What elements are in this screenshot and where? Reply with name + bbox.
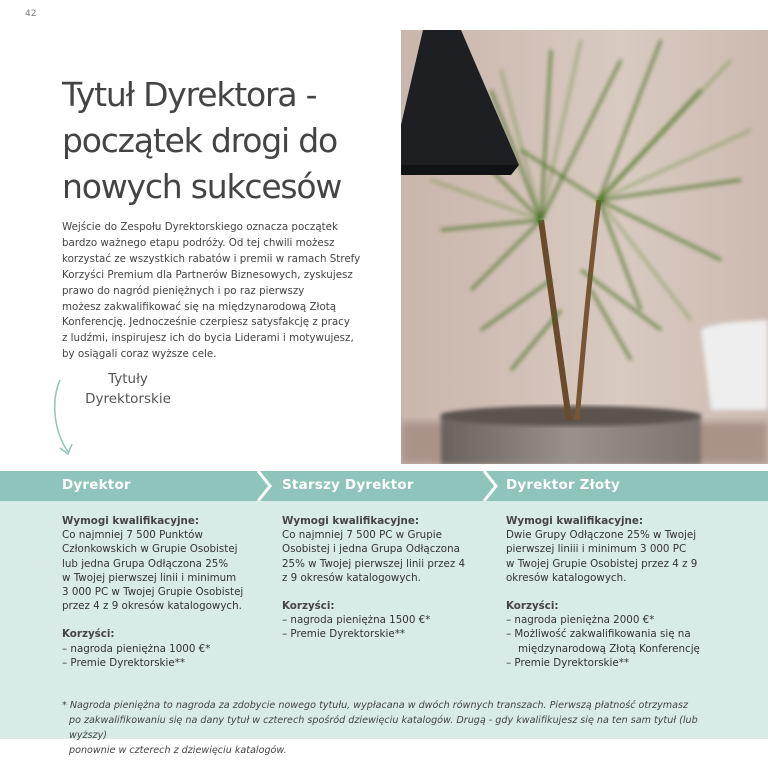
benefits-title: Korzyści: (506, 600, 559, 613)
requirements-title: Wymogi kwalifikacyjne: (506, 515, 643, 527)
intro-line: z ludźmi, inspirujesz ich do bycia Liderami i motywujesz, (62, 332, 354, 345)
benefits-list (62, 642, 277, 670)
requirement-line: lub jedna Grupa Odłączona 25% (62, 557, 229, 570)
footnote-line: po zakwalifikowaniu się na dany tytuł w czterech spośród dziewięciu katalogów. Drugą - gdy kwalifikujesz się na ten sam tytuł (lub wyższy) (69, 715, 698, 741)
requirement-line: 3 000 PC w Twojej Grupie Osobistej (62, 586, 244, 599)
photo-illustration (401, 30, 768, 464)
benefit-item: – Premie Dyrektorskie** (62, 656, 186, 669)
benefit-item: – nagroda pieniężna 1000 €* (62, 642, 211, 655)
title-line: nowych sukcesów (62, 167, 342, 206)
intro-line: korzystać ze wszystkich rabatów i premii w ramach Strefy (62, 252, 361, 265)
footnote-line: * Nagroda pieniężna to nagroda za zdobycie nowego tytułu, wypłacana w dwóch równych transzach. Pierwszą płatność otrzymasz (62, 700, 689, 711)
requirements-title: Wymogi kwalifikacyjne: (62, 515, 199, 527)
title-line: początek drogi do (62, 121, 337, 160)
benefit-item: – nagroda pieniężna 2000 €* (506, 614, 655, 627)
requirement-line: z 9 okresów katalogowych. (282, 571, 421, 584)
titles-label-line: Tytuły (108, 371, 148, 387)
benefit-item: – Możliwość zakwalifikowania się na międzynarodową Złotą Konferencję (506, 628, 700, 655)
requirement-line: w Twojej pierwszej linii i minimum (62, 571, 237, 584)
titles-label-line: Dyrektorskie (85, 391, 171, 407)
benefits-list (506, 613, 716, 670)
footnote-line: ponownie w czterech z dziewięciu katalogów. (69, 745, 287, 756)
requirement-line: przez 4 z 9 okresów katalogowych. (62, 600, 242, 613)
requirement-line: okresów katalogowych. (506, 571, 627, 584)
tier-column-dyrektor (62, 514, 277, 670)
intro-paragraph (62, 220, 392, 363)
intro-line: bardzo ważnego etapu podróży. Od tej chwili możesz (62, 236, 335, 249)
requirement-line: Członkowskich w Grupie Osobistej (62, 543, 238, 556)
tier-name-dyrektor: Dyrektor (62, 477, 131, 493)
requirements-title: Wymogi kwalifikacyjne: (282, 515, 419, 527)
requirement-line: pierwszej liniii i minimum 3 000 PC (506, 543, 687, 556)
intro-line: Konferencję. Jednocześnie czerpiesz satysfakcję z pracy (62, 316, 350, 329)
photo-plant-lamp (401, 30, 768, 464)
tier-name-dyrektor-zloty: Dyrektor Złoty (506, 477, 621, 493)
intro-line: możesz zakwalifikować się na międzynarodową Złotą (62, 300, 337, 313)
page-number: 42 (25, 9, 37, 19)
requirement-line: Co najmniej 7 500 Punktów (62, 529, 203, 542)
page-title (62, 72, 392, 210)
benefit-item: – nagroda pieniężna 1500 €* (282, 614, 431, 627)
footnote (62, 698, 722, 758)
requirement-line: Osobistej i jedna Grupa Odłączona (282, 543, 460, 556)
intro-line: Wejście do Zespołu Dyrektorskiego oznacza początek (62, 221, 338, 233)
benefits-list (282, 613, 497, 641)
tier-column-starszy-dyrektor (282, 514, 497, 642)
benefit-item: – Premie Dyrektorskie** (506, 656, 630, 669)
intro-line: by osiągali coraz wyższe cele. (62, 348, 217, 361)
intro-line: prawo do nagród pieniężnych i po raz pierwszy (62, 284, 305, 297)
tier-column-dyrektor-zloty (506, 514, 716, 670)
benefits-title: Korzyści: (62, 628, 115, 641)
requirement-line: Dwie Grupy Odłączone 25% w Twojej (506, 529, 697, 542)
title-line: Tytuł Dyrektora - (62, 75, 317, 114)
benefit-item: – Premie Dyrektorskie** (282, 628, 406, 641)
tier-name-starszy-dyrektor: Starszy Dyrektor (282, 477, 414, 493)
curved-arrow-icon (48, 378, 88, 460)
intro-line: Korzyści Premium dla Partnerów Biznesowych, zyskujesz (62, 268, 353, 281)
requirement-line: w Twojej Grupie Osobistej przez 4 z 9 (506, 557, 698, 570)
titles-label (78, 369, 178, 409)
requirement-line: 25% w Twojej pierwszej linii przez 4 (282, 557, 466, 570)
requirement-line: Co najmniej 7 500 PC w Grupie (282, 529, 442, 542)
benefits-title: Korzyści: (282, 600, 335, 613)
